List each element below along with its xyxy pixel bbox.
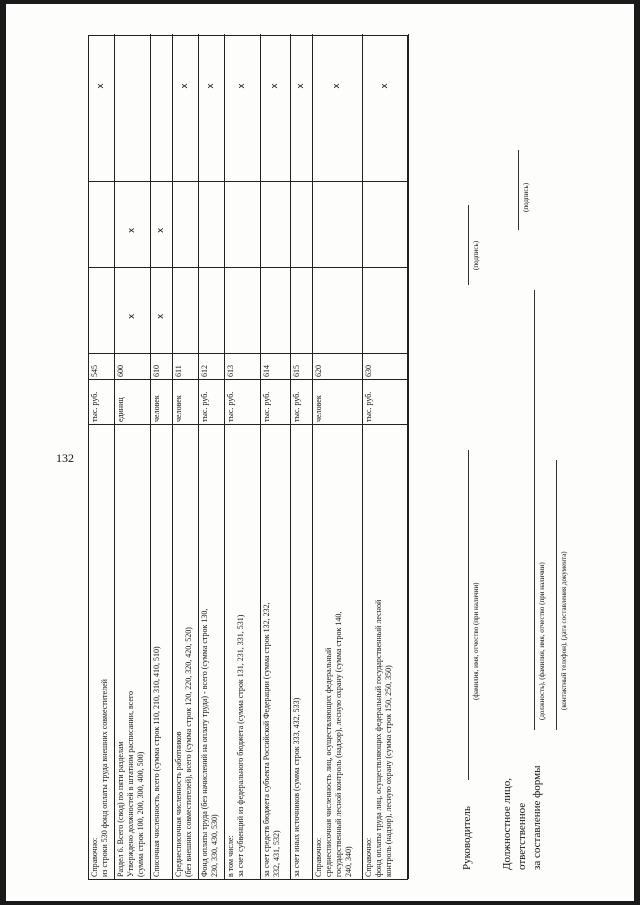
row-unit: человек [313,379,362,424]
row-code: 613 [225,353,260,379]
resp-sign-caption: (подпись) [522,182,530,212]
row-unit: человек [173,379,198,424]
resp-pos-line [534,290,535,730]
row-data-cell [173,181,198,267]
row-data-cell [151,181,172,267]
table-row [225,34,261,879]
cross-mark: х [127,313,137,319]
row-unit: единиц [115,379,150,424]
row-data-cell [173,125,198,181]
table-row [291,34,313,879]
row-data-cell [291,34,312,125]
row-data-cell [199,34,224,125]
row-data-cell [115,267,150,353]
row-unit: человек [151,379,172,424]
rotated-content [6,45,634,890]
row-name-line: (без внешних совместителей), всего (сумма строк 120, 220, 320, 420, 520) [184,627,193,877]
row-name [363,424,408,879]
row-name-line: из строки 530 фонд оплаты труда внешних совместителей [100,679,109,877]
row-data-cell [363,181,408,267]
row-code: 630 [363,353,408,379]
row-data-cell [173,34,198,125]
row-code: 620 [313,353,362,379]
row-data-cell [363,267,408,353]
row-name-line: 332, 431, 532) [272,830,281,877]
row-data-cell [115,34,150,125]
row-unit: тыс. руб. [89,379,114,424]
row-data-cell [89,125,114,181]
resp-contact-line [556,460,557,730]
row-code: 610 [151,353,172,379]
resp-sign-line [518,150,519,230]
row-name [291,424,312,879]
row-data-cell [363,125,408,181]
row-name-line: за счет средств бюджета субъекта Российской Федерации (сумма строк 132, 232, [262,602,271,877]
row-data-cell [291,181,312,267]
cross-mark: х [380,83,390,89]
row-data-cell [89,34,114,125]
row-data-cell [313,125,362,181]
row-name-line: (сумма строк 100, 200, 300, 400, 500) [136,751,145,877]
row-name-line: Раздел 6. Всего (свод) по пяти разделам [116,741,125,877]
page-number: 132 [56,451,74,465]
document-page [6,4,634,901]
row-data-cell [115,125,150,181]
row-data-cell [225,125,260,181]
cross-mark: х [127,227,137,233]
row-name-line: за счет иных источников (сумма строк 333, 432, 533) [292,697,301,877]
row-name [89,424,114,879]
cross-mark: х [332,83,342,89]
row-data-cell [173,267,198,353]
row-name [261,424,290,879]
resp-pos-caption: (должность), (фамилия, имя, отчество (при наличии) [538,562,546,720]
row-data-cell [151,267,172,353]
head-sign-line [468,205,469,285]
row-name-line: Среднесписочная численность работников [174,731,183,877]
row-name-line: за счет субвенций из федерального бюджета (сумма строк 131, 231, 331, 531) [236,614,245,877]
cross-mark: х [206,83,216,89]
row-name-line: Фонд оплаты труда (без начислений на оплату труда) - всего (сумма строк 130, [200,608,209,877]
table-row [363,34,409,879]
row-name-line: Утверждено должностей в штатном расписании, всего [126,691,135,877]
row-unit: тыс. руб. [363,379,408,424]
row-data-cell [225,34,260,125]
row-data-cell [261,34,290,125]
row-data-cell [89,267,114,353]
row-code: 612 [199,353,224,379]
cross-mark: х [156,227,166,233]
row-data-cell [225,181,260,267]
row-data-cell [151,34,172,125]
row-data-cell [199,181,224,267]
row-name-line: Справочно: [314,837,323,877]
row-data-cell [151,125,172,181]
row-unit: тыс. руб. [261,379,290,424]
row-data-cell [291,267,312,353]
row-code: 614 [261,353,290,379]
row-name [151,424,172,879]
row-data-cell [313,267,362,353]
row-name-line: 230, 330, 430, 530) [210,814,219,877]
row-unit: тыс. руб. [225,379,260,424]
table-row [89,34,115,879]
row-name [199,424,224,879]
row-data-cell [261,181,290,267]
row-data-cell [199,267,224,353]
cross-mark: х [237,83,247,89]
row-data-cell [261,267,290,353]
cross-mark: х [156,313,166,319]
row-data-cell [291,125,312,181]
head-fio-caption: (фамилия, имя, отчество (при наличии) [472,582,480,700]
row-code: 611 [173,353,198,379]
row-data-cell [313,181,362,267]
head-label: Руководитель [461,806,473,870]
row-name-line: в том числе: [226,835,235,877]
table-row [115,34,151,879]
row-code: 615 [291,353,312,379]
row-name-line: государственный лесной контроль (надзор), лесную охрану (сумма строк 140, [334,611,343,877]
table-row [313,34,363,879]
report-table [88,35,408,880]
row-data-cell [89,181,114,267]
row-name [313,424,362,879]
row-name-line: Справочно: [364,837,373,877]
row-unit: тыс. руб. [199,379,224,424]
row-data-cell [115,181,150,267]
head-sign-caption: (подпись) [472,240,480,270]
row-name [115,424,150,879]
head-fio-line [468,450,469,780]
resp-label-1: Должностное лицо, [501,778,513,870]
resp-label-3: за составление формы [531,765,543,870]
table-row [261,34,291,879]
row-name-line: фонд оплаты труда лиц, осуществляющих федеральный государственный лесной [374,599,383,877]
row-data-cell [261,125,290,181]
row-name-line: Списочная численность, всего (сумма строк 110, 210, 310, 410, 510) [152,646,161,877]
row-name-line: Справочно: [90,837,99,877]
row-data-cell [363,34,408,125]
resp-label-2: ответственное [516,802,528,870]
row-name-line: контроль (надзор), лесную охрану (сумма строк 150, 250, 350) [384,665,393,877]
cross-mark: х [296,83,306,89]
table-row [173,34,199,879]
table-row [151,34,173,879]
row-name-line: 240, 340) [344,846,353,877]
row-name [225,424,260,879]
row-data-cell [313,34,362,125]
cross-mark: х [270,83,280,89]
row-data-cell [225,267,260,353]
resp-contact-caption: (контактный телефон), (дата составления документа) [560,551,568,710]
table-row [199,34,225,879]
row-name [173,424,198,879]
row-unit: тыс. руб. [291,379,312,424]
row-code: 600 [115,353,150,379]
row-data-cell [199,125,224,181]
row-name-line: среднесписочная численность лиц, осуществляющих федеральный [324,647,333,877]
cross-mark: х [96,83,106,89]
row-code: 545 [89,353,114,379]
cross-mark: х [180,83,190,89]
